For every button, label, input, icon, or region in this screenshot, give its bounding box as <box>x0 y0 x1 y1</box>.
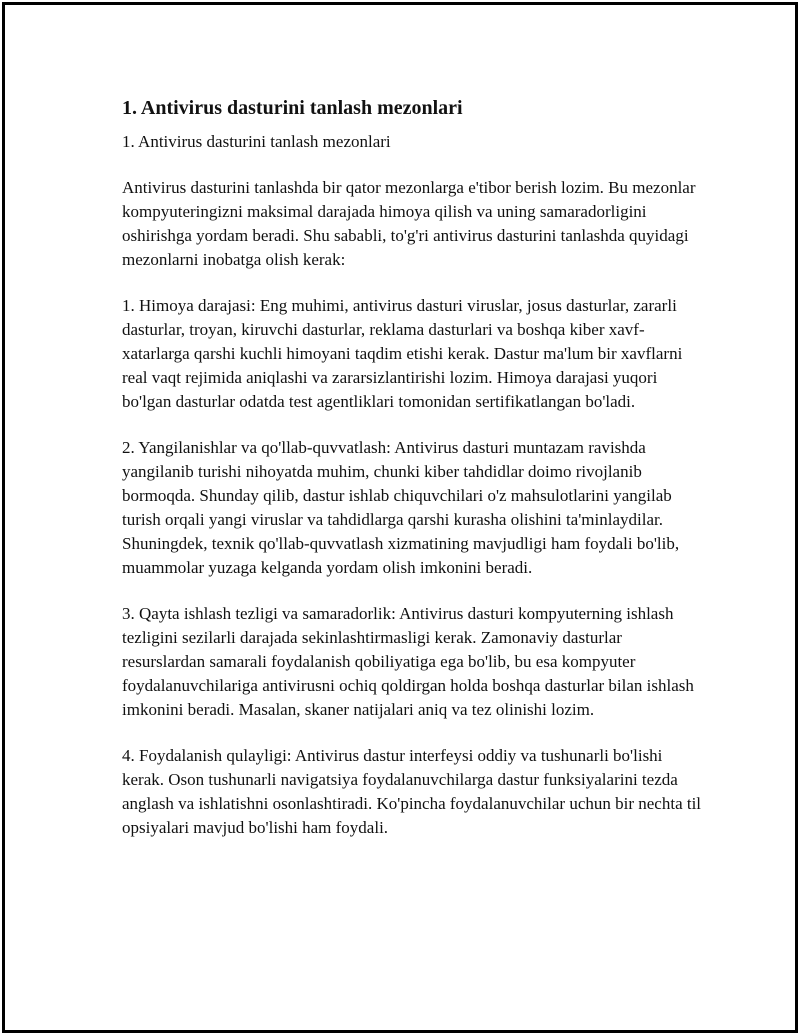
paragraph-updates-support: 2. Yangilanishlar va qo'llab-quvvatlash: Antivirus dasturi muntazam ravishda yangilanib turishi nihoyatda muhim, chunki kiber tahdidlar doimo rivojlanib bormoqda. Shunday qilib, dastur ishlab chiquvchilari o'z mahsulotlarini yangilab turish orqali yangi viruslar va tahdidlarga qarshi kurasha olishini ta'minlaydilar. Shuningdek, texnik qo'llab-quvvatlash xizmatining mavjudligi ham foydali bo'lib, muammolar yuzaga kelganda yordam olish imkonini beradi. <box>122 438 680 577</box>
paragraph-intro: Antivirus dasturini tanlashda bir qator mezonlarga e'tibor berish lozim. Bu mezonlar kompyuteringizni maksimal darajada himoya qilish va uning samaradorligini oshirishga yordam beradi. Shu sababli, to'g'ri antivirus dasturini tanlashda quyidagi mezonlarni inobatga olish kerak: <box>122 178 696 269</box>
document-subtitle: 1. Antivirus dasturini tanlash mezonlari <box>122 132 391 151</box>
paragraph-performance: 3. Qayta ishlash tezligi va samaradorlik: Antivirus dasturi kompyuterning ishlash tezligini sezilarli darajada sekinlashtirmasligi kerak. Zamonaviy dasturlar resurslardan samarali foydalanish qobiliyatiga ega bo'lib, bu esa kompyuter foydalanuvchilariga antivirusni ochiq qoldirgan holda boshqa dasturlar bilan ishlash imkonini beradi. Masalan, skaner natijalari aniq va tez olinishi lozim. <box>122 604 694 719</box>
document-title: 1. Antivirus dasturini tanlash mezonlari <box>122 97 463 119</box>
page-frame <box>2 2 798 1033</box>
document-body <box>122 95 702 840</box>
paragraph-protection-level: 1. Himoya darajasi: Eng muhimi, antivirus dasturi viruslar, josus dasturlar, zararli dasturlar, troyan, kiruvchi dasturlar, reklama dasturlari va boshqa kiber xavf-xatarlarga qarshi kuchli himoyani taqdim etishi kerak. Dastur ma'lum bir xavflarni real vaqt rejimida aniqlashi va zararsizlantirishi lozim. Himoya darajasi yuqori bo'lgan dasturlar odatda test agentliklari tomonidan sertifikatlangan bo'ladi. <box>122 296 683 411</box>
paragraph-usability: 4. Foydalanish qulayligi: Antivirus dastur interfeysi oddiy va tushunarli bo'lishi kerak. Oson tushunarli navigatsiya foydalanuvchilarga dastur funksiyalarini tezda anglash va ishlatishni osonlashtiradi. Ko'pincha foydalanuvchilar uchun bir nechta til opsiyalari mavjud bo'lishi ham foydali. <box>122 746 702 837</box>
